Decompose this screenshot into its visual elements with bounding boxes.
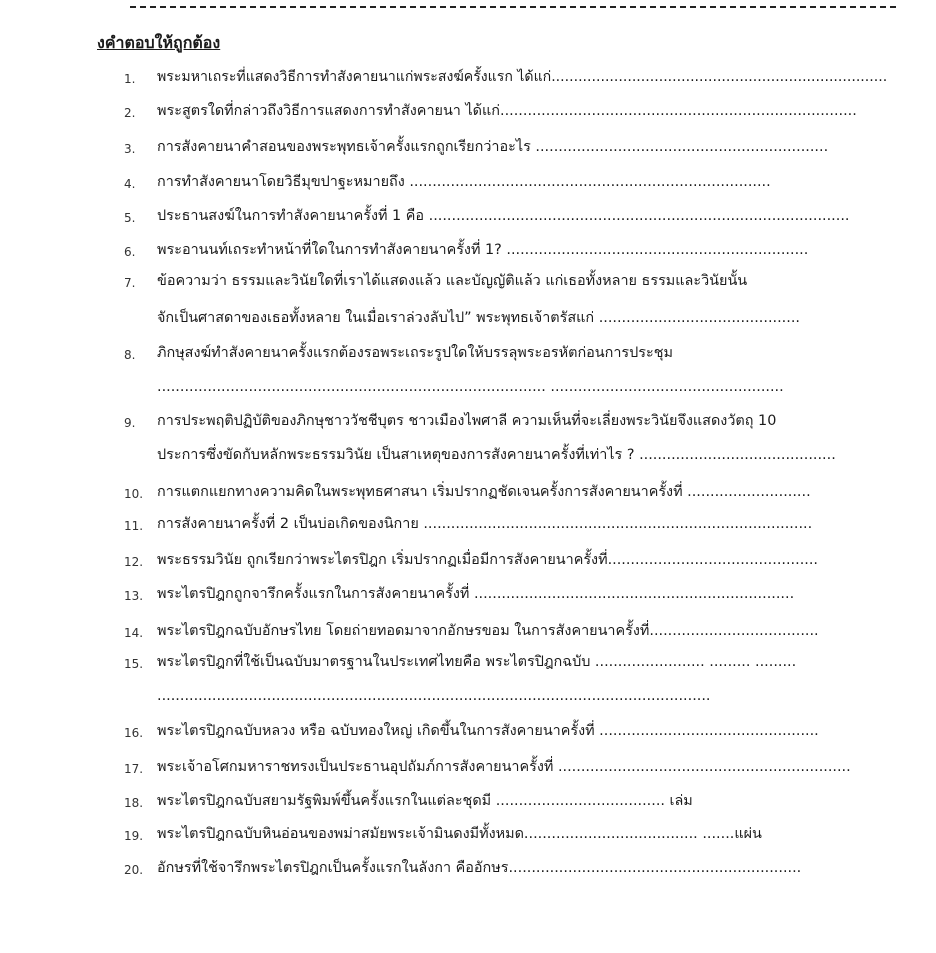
- question-text: พระไตรปิฎกถูกจารึกครั้งแรกในการสังคายนาครั้งที่ ......................................................................: [157, 586, 795, 602]
- question-text-continued: ประการซึ่งขัดกับหลักพระธรรมวินัย เป็นสาเหตุของการสังคายนาครั้งที่เท่าไร ? ...........................................: [157, 447, 836, 463]
- question-number: 19.: [124, 829, 144, 843]
- question-number: 18.: [124, 796, 144, 810]
- question-item: [0, 171, 936, 195]
- question-item: [0, 549, 936, 573]
- question-item: [0, 410, 936, 463]
- question-text: พระสูตรใดที่กล่าวถึงวิธีการแสดงการทำสังคายนา ได้แก่..............................................................................: [157, 103, 857, 119]
- question-text: พระเจ้าอโศกมหาราชทรงเป็นประธานอุปถัมภ์การสังคายนาครั้งที่ ................................................................: [157, 759, 851, 775]
- question-text-continued: จักเป็นศาสดาของเธอทั้งหลาย ในเมื่อเราล่วงลับไป” พระพุทธเจ้าตรัสแก่ ............................................: [157, 310, 800, 326]
- question-item: [0, 583, 936, 607]
- question-number: 1.: [124, 72, 136, 86]
- question-number: 16.: [124, 726, 144, 740]
- question-text: การแตกแยกทางความคิดในพระพุทธศาสนา เริ่มปรากฏชัดเจนครั้งการสังคายนาครั้งที่ ...........................: [157, 484, 811, 500]
- question-item: [0, 823, 936, 847]
- question-text-continued: ..................................................................................... ...................................................: [157, 379, 784, 395]
- question-item: [0, 342, 936, 395]
- question-number: 13.: [124, 589, 144, 603]
- question-item: [0, 66, 936, 90]
- question-number: 9.: [124, 416, 136, 430]
- question-text: พระธรรมวินัย ถูกเรียกว่าพระไตรปิฎก เริ่มปรากฏเมื่อมีการสังคายนาครั้งที่..............................................: [157, 552, 818, 568]
- question-number: 5.: [124, 211, 136, 225]
- question-text: พระไตรปิฎกฉบับหินอ่อนของพม่าสมัยพระเจ้ามินดงมีทั้งหมด...................................... .......แผ่น: [157, 826, 762, 842]
- question-text: พระอานนท์เถระทำหน้าที่ใดในการทำสังคายนาครั้งที่ 1? ..................................................................: [157, 242, 809, 258]
- question-text-continued: .........................................................................................................................: [157, 688, 711, 704]
- question-text: พระไตรปิฎกฉบับสยามรัฐพิมพ์ขึ้นครั้งแรกในแต่ละชุดมี ..................................... เล่ม: [157, 793, 693, 809]
- question-text: พระไตรปิฎกที่ใช้เป็นฉบับมาตรฐานในประเทศไทยคือ พระไตรปิฎกฉบับ ........................ ......... .........: [157, 654, 797, 670]
- question-text: พระมหาเถระที่แสดงวิธีการทำสังคายนาแก่พระสงฆ์ครั้งแรก ได้แก่...........................................................................: [157, 69, 888, 85]
- question-number: 17.: [124, 762, 144, 776]
- question-item: [0, 205, 936, 229]
- question-item: [0, 270, 936, 326]
- question-number: 7.: [124, 276, 136, 290]
- question-number: 10.: [124, 487, 144, 501]
- question-item: [0, 136, 936, 160]
- question-item: [0, 720, 936, 744]
- question-number: 4.: [124, 177, 136, 191]
- question-number: 15.: [124, 657, 144, 671]
- question-number: 3.: [124, 142, 136, 156]
- question-number: 6.: [124, 245, 136, 259]
- question-text: อักษรที่ใช้จารึกพระไตรปิฎกเป็นครั้งแรกในลังกา คืออักษร................................................................: [157, 860, 802, 876]
- question-text: การประพฤติปฏิบัติของภิกษุชาววัชชีบุตร ชาวเมืองไพศาลี ความเห็นที่จะเลี่ยงพระวินัยจึงแสดงวัตถุ 10: [157, 413, 777, 429]
- question-number: 20.: [124, 863, 144, 877]
- question-item: [0, 620, 936, 644]
- question-text: พระไตรปิฎกฉบับอักษรไทย โดยถ่ายทอดมาจากอักษรขอม ในการสังคายนาครั้งที่.....................................: [157, 623, 819, 639]
- question-number: 2.: [124, 106, 136, 120]
- question-number: 12.: [124, 555, 144, 569]
- question-item: [0, 100, 936, 124]
- question-item: [0, 756, 936, 780]
- question-item: [0, 857, 936, 881]
- question-text: การสังคายนาครั้งที่ 2 เป็นบ่อเกิดของนิกาย .....................................................................................: [157, 516, 813, 532]
- question-item: [0, 481, 936, 505]
- question-text: ข้อความว่า ธรรมและวินัยใดที่เราได้แสดงแล้ว และบัญญัติแล้ว แก่เธอทั้งหลาย ธรรมและวินัยนั้น: [157, 273, 748, 289]
- question-text: ภิกษุสงฆ์ทำสังคายนาครั้งแรกต้องรอพระเถระรูปใดให้บรรลุพระอรหัตก่อนการประชุม: [157, 345, 674, 361]
- question-item: [0, 239, 936, 263]
- section-heading: งคำตอบให้ถูกต้อง: [97, 33, 221, 52]
- question-item: [0, 790, 936, 814]
- question-number: 14.: [124, 626, 144, 640]
- question-number: 8.: [124, 348, 136, 362]
- dashed-divider: [130, 6, 896, 8]
- question-text: การสังคายนาคำสอนของพระพุทธเจ้าครั้งแรกถูกเรียกว่าอะไร ................................................................: [157, 139, 829, 155]
- question-item: [0, 651, 936, 704]
- question-text: ประธานสงฆ์ในการทำสังคายนาครั้งที่ 1 คือ ............................................................................................: [157, 208, 850, 224]
- question-text: พระไตรปิฎกฉบับหลวง หรือ ฉบับทองใหญ่ เกิดขึ้นในการสังคายนาครั้งที่ ................................................: [157, 723, 819, 739]
- question-item: [0, 513, 936, 537]
- question-text: การทำสังคายนาโดยวิธีมุขปาฐะหมายถึง ...............................................................................: [157, 174, 771, 190]
- question-number: 11.: [124, 519, 144, 533]
